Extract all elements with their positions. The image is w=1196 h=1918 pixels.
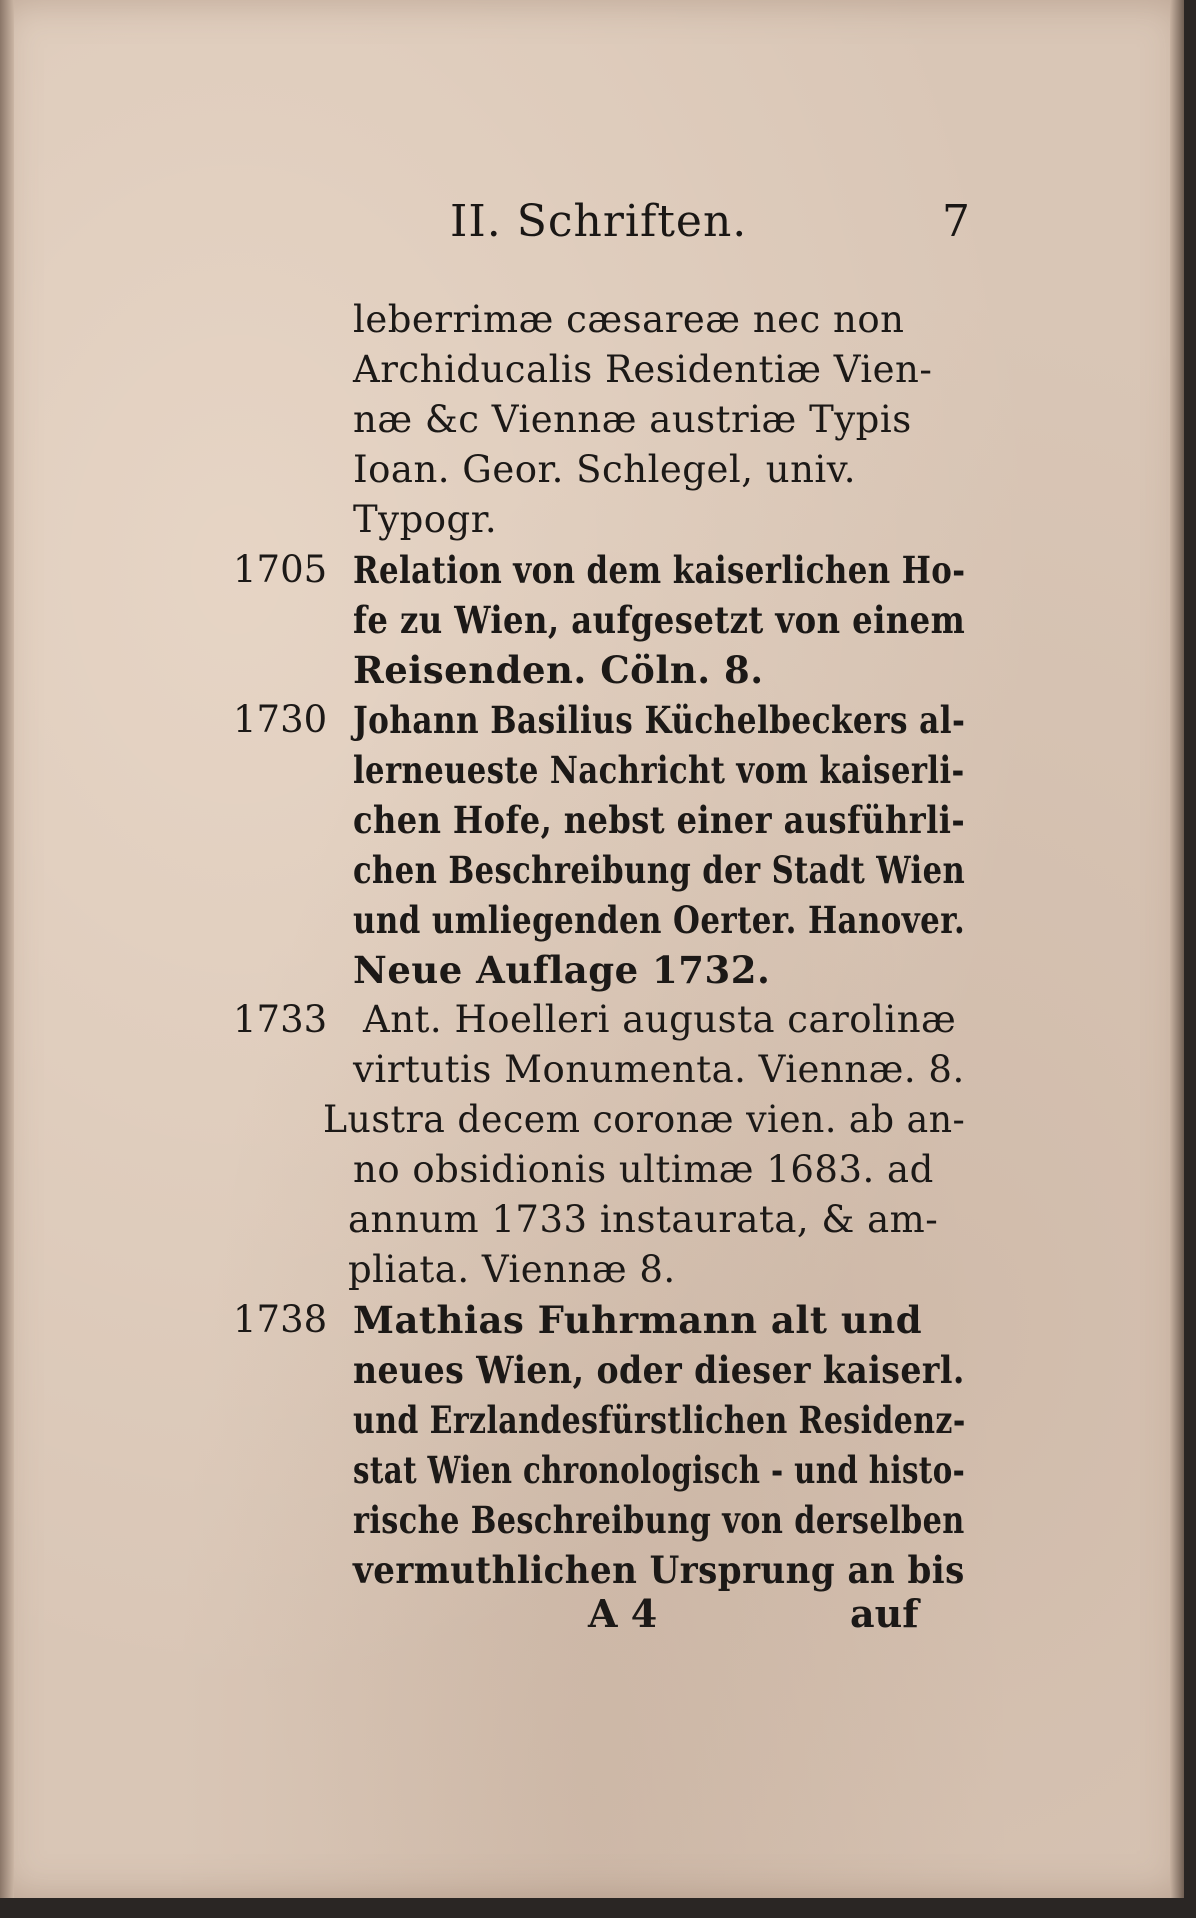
text-line: Ant. Hoelleri augusta carolinæ [363, 998, 957, 1041]
text-line: chen Hofe, nebst einer ausführli- [353, 798, 966, 842]
catchword: auf [850, 1591, 919, 1636]
text-line: chen Beschreibung der Stadt Wien [353, 848, 966, 892]
entry-year: 1738 [233, 1298, 328, 1341]
text-line: Neue Auflage 1732. [353, 948, 771, 992]
text-line: und Erzlandesfürstlichen Residenz- [353, 1398, 966, 1442]
text-line: Typogr. [353, 498, 498, 541]
text-line: Lustra decem coronæ vien. ab an- [323, 1098, 966, 1141]
text-line: neues Wien, oder dieser kaiserl. [353, 1348, 965, 1392]
text-line: Reisenden. Cöln. 8. [353, 648, 764, 692]
text-line: annum 1733 instaurata, & am- [348, 1198, 939, 1241]
text-line: vermuthlichen Ursprung an bis [353, 1548, 965, 1592]
running-head-title: II. Schriften. [450, 196, 748, 247]
text-line: no obsidionis ultimæ 1683. ad [353, 1148, 934, 1191]
signature-mark: A 4 [588, 1591, 658, 1636]
entry-year: 1705 [233, 548, 328, 591]
text-line: Relation von dem kaiserlichen Ho- [353, 548, 966, 592]
entry-year: 1730 [233, 698, 328, 741]
text-line: Archiducalis Residentiæ Vien- [353, 348, 933, 391]
page-number: 7 [942, 196, 970, 247]
text-line: virtutis Monumenta. Viennæ. 8. [353, 1048, 965, 1091]
entry-year: 1733 [233, 998, 328, 1041]
text-line: Mathias Fuhrmann alt und [353, 1298, 923, 1342]
text-line: lerneueste Nachricht vom kaiserli- [353, 748, 965, 792]
text-line: pliata. Viennæ 8. [348, 1248, 676, 1291]
text-line: rische Beschreibung von derselben [353, 1498, 965, 1542]
text-line: stat Wien chronologisch - und histo- [353, 1448, 966, 1492]
text-line: fe zu Wien, aufgesetzt von einem [353, 598, 966, 642]
text-line: næ &c Viennæ austriæ Typis [353, 398, 912, 441]
text-line: und umliegenden Oerter. Hanover. [353, 898, 966, 942]
text-line: leberrimæ cæsareæ nec non [353, 298, 905, 341]
text-line: Johann Basilius Küchelbeckers al- [353, 698, 966, 742]
text-line: Ioan. Geor. Schlegel, univ. [353, 448, 857, 491]
